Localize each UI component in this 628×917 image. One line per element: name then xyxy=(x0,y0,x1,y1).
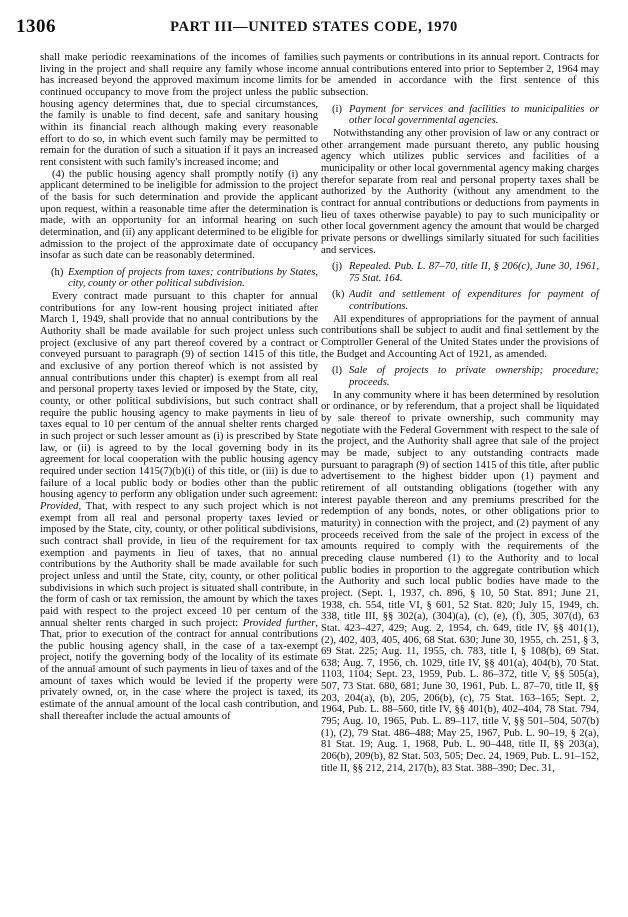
subsection-i-title: Payment for services and facilities to municipalities or other local governmental agencies. xyxy=(349,103,599,127)
subsection-h-label: (h) xyxy=(51,266,64,278)
subsection-j-title: Repealed. Pub. L. 87–70, title II, § 206(c), June 30, 1961, 75 Stat. 164. xyxy=(349,261,599,284)
subsection-i-body: Notwithstanding any other provision of law or any contract or other arrangement made pursuant thereto, any public housing agency which utilizes public services and facilities of a municipality or other local governmental agency making charges therefor separate from real and personal property taxes shall be authorized by the Authority (without any amendment to the contract for annual contributions or deductions from payments in lieu of taxes otherwise payable) to pay to such municipality or other local government agency the amount that would be charged private persons or dwellings similarly situated for such facilities and services. xyxy=(321,127,599,256)
subsection-k-heading xyxy=(321,289,599,312)
proviso-2: Provided further xyxy=(242,617,316,629)
subsection-h-title: Exemption of projects from taxes; contributions by States, city, county or other political subdivision. xyxy=(68,266,318,290)
proviso-1: Provided xyxy=(40,500,79,512)
subsection-l-body: In any community where it has been determined by resolution or ordinance, or by referendum, that a project shall be liquidated by sale thereof to private ownership, such community may negotiate with the Federal Government with respect to the sale of the project, and the Authority shall agree that sale of the project may be made, subject to any outstanding contracts made pursuant to paragraph (9) of section 1415 of this title, after public advertisement to the highest bidder upon (1) payment and retirement of all outstanding obligations (together with any interest payable thereon and any premiums prescribed for the redemption of any bonds, notes, or other obligations prior to maturity) in connection with the project, and (2) payment of any proceeds received from the sale of the project in excess of the amounts required to comply with the requirements of the preceding clause numbered (1) to the Authority and to local public bodies in proportion to the aggregate contribution which the Authority and such local public bodies have made to the project. (Sept. 1, 1937, ch. 896, § 10, 50 Stat. 891; June 21, 1938, ch. 554, title VI, § 601, 52 Stat. 820; July 15, 1949, ch. 338, title III, §§ 302(a), (304)(a), (c), (e), (f), 305, 307(d), 63 Stat. 423–427, 429; Aug. 2, 1954, ch. 649, title IV, §§ 401(1), (2), 402, 403, 405, 406, 68 Stat. 630; June 30, 1955, ch. 251, § 3, 69 Stat. 225; Aug. 11, 1955, ch. 783, title I, § 108(b), 69 Stat. 638; Aug. 7, 1956, ch. 1029, title IV, §§ 401(a), 404(b), 70 Stat. 1103, 1104; Sept. 23, 1959, Pub. L. 86–372, title V, §§ 505(a), 507, 73 Stat. 680, 681; June 30, 1961, Pub. L. 87–70, title II, §§ 203, 204(a), (b), 205, 206(b), (c), 75 Stat. 163–165; Sept. 2, 1964, Pub. L. 88–560, title IV, §§ 401(b), 402–404, 78 Stat. 794, 795; Aug. 10, 1965, Pub. L. 89–117, title V, §§ 501–504, 507(b)(1), (2), 79 Stat. 486–488; May 25, 1967, Pub. L. 90–19, § 2(a), 81 Stat. 19; Aug. 1, 1968, Pub. L. 90–448, title II, §§ 203(a), 206(b), 209(b), 82 Stat. 503, 505; Dec. 24, 1969, Pub. L. 91–152, title II, §§ 212, 214, 217(b), 83 Stat. 388–390; Dec. 31, xyxy=(321,389,599,774)
subsection-h-text-b: , That, with respect to any such project which is not exempt from all real and personal property taxes levied or imposed by the State, city, county, or other political subdivisions, such contract shall provide, in lieu of the requirement for tax exemption and payments in lieu of taxes, that no annual contributions by the Authority shall be made available for such project unless and until the State, city, county, or other political subdivisions in which such project is situated shall contribute, in the form of cash or tax remission, the amount by which the taxes paid with respect to the project exceed 10 per centum of the annual shelter rents charged in such project: xyxy=(40,500,318,629)
subsection-h-text-c: , That, prior to execution of the contract for annual contributions the public housing agency shall, in the case of a tax-exempt project, notify the governing body of the locality of its estimate of the annual amount of such payments in lieu of taxes and of the amount of taxes which would be levied if the property were privately owned, or, in the case where the project is taxed, its estimate of the annual amount of the local cash contribution, and shall thereafter include the actual amounts of xyxy=(40,617,318,722)
subsection-l-title: Sale of projects to private ownership; procedure; proceeds. xyxy=(349,365,599,389)
subsection-j-label: (j) xyxy=(332,261,342,273)
subsection-i-label: (i) xyxy=(332,103,342,115)
page-number: 1306 xyxy=(16,16,56,37)
left-column xyxy=(40,52,318,722)
subsection-h-heading xyxy=(40,267,318,290)
paragraph-continued: shall make periodic reexaminations of the incomes of families living in the project and shall require any family whose income has increased beyond the approved maximum income limits for continued occupancy to move from the project unless the public housing agency determines that, due to special circumstances, the family is unable to find decent, safe and sanitary housing within its financial reach although making every reasonable effort to do so, in which event such family may be permitted to remain for the duration of such a situation if it pays an increased rent consistent with such family's increased income; and xyxy=(40,52,318,168)
subsection-h-body xyxy=(40,291,318,722)
page-header xyxy=(16,16,612,38)
right-column xyxy=(321,52,599,774)
subsection-k-body: All expenditures of appropriations for the payment of annual contributions shall be subject to audit and final settlement by the Comptroller General of the United States under the provisions of the Budget and Accounting Act of 1921, as amended. xyxy=(321,313,599,360)
subsection-l-label: (l) xyxy=(332,365,342,377)
subsection-i-heading xyxy=(321,104,599,127)
subsection-l-heading xyxy=(321,365,599,388)
subsection-h-text-a: Every contract made pursuant to this chapter for annual contributions for any low-rent housing project initiated after March 1, 1949, shall provide that no annual contributions by the Authority shall be made available for such project unless such project (exclusive of any part thereof covered by a contract or conveyed pursuant to paragraph (9) of section 1415 of this title, and exclusive of any portion thereof which is not assisted by annual contributions under this chapter) is exempt from all real and personal property taxes levied or imposed by the State, city, county, or other political subdivisions, but such contract shall require the public housing agency to make payments in lieu of taxes equal to 10 per centum of the annual shelter rents charged in such project or such lesser amount as (i) is prescribed by State law, or (ii) is agreed to by the local governing body in its agreement for local cooperation with the public housing agency required under section 1415(7)(b)(i) of this title, or (iii) is due to failure of a local public body or bodies other than the public housing agency to perform any obligation under such agreement: xyxy=(40,291,318,501)
paragraph-4: (4) the public housing agency shall promptly notify (i) any applicant determined to be ineligible for admission to the project of the basis for such determination and provide the applicant upon request, within a reasonable time after the determination is made, with an opportunity for an informal hearing on such determination, and (ii) any applicant determined to be eligible for admission to the project of the approximate date of occupancy insofar as such date can be reasonably determined. xyxy=(40,168,318,262)
subsection-k-title: Audit and settlement of expenditures for payment of contributions. xyxy=(349,289,599,313)
running-head: PART III—UNITED STATES CODE, 1970 xyxy=(170,19,458,35)
subsection-j-heading xyxy=(321,261,599,284)
subsection-k-label: (k) xyxy=(332,289,345,301)
paragraph-continued-right: such payments or contributions in its annual report. Contracts for annual contributions entered into prior to September 2, 1964 may be amended in accordance with the first sentence of this subsection. xyxy=(321,52,599,98)
